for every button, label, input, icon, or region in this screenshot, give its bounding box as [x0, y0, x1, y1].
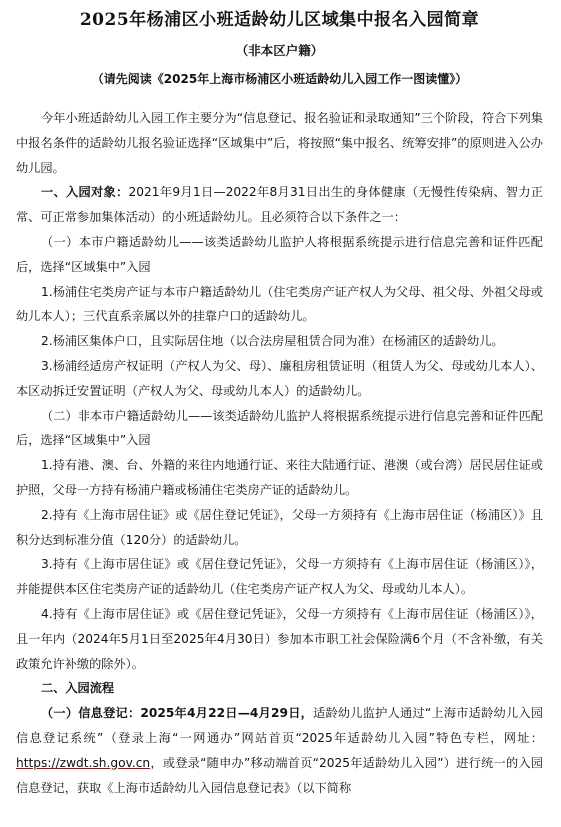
category-2-item: 2.持有《上海市居住证》或《居住登记凭证》，父母一方须持有《上海市居住证（杨浦区）》且积分达到标准分值（120分）的适龄幼儿。 [16, 507, 543, 547]
step-1-label: （一）信息登记：2025年4月22日—4月29日， [41, 706, 314, 721]
category-2-item: 3.持有《上海市居住证》或《居住登记凭证》，父母一方须持有《上海市居住证（杨浦区）》，并能提供本区住宅类房产证的适龄幼儿（住宅类房产证产权人为父、母或幼儿本人）。 [16, 557, 543, 597]
step-1-paragraph [16, 701, 543, 800]
section-2-heading: 二、入园流程 [41, 681, 115, 696]
category-2-item: 1.持有港、澳、台、外籍的来往内地通行证、来往大陆通行证、港澳（或台湾）居民居住证或护照，父母一方持有杨浦户籍或杨浦住宅类房产证的适龄幼儿。 [16, 458, 543, 497]
page-title: 2025年杨浦区小班适龄幼儿区域集中报名入园简章 [79, 10, 480, 30]
page-subtitle: （非本区户籍） [235, 43, 324, 58]
intro-paragraph: 今年小班适龄幼儿入园工作主要分为“信息登记、报名验证和录取通知”三个阶段，符合下列集中报名条件的适龄幼儿报名验证选择“区域集中”后，将按照“集中报名、统筹安排”的原则进入公办幼儿园。 [16, 111, 543, 175]
website-link[interactable]: https://zwdt.sh.gov.cn [16, 755, 151, 770]
document-page [0, 8, 561, 827]
category-1-item: 2.杨浦区集体户口，且实际居住地（以合法房屋租赁合同为准）在杨浦区的适龄幼儿。 [41, 334, 504, 349]
step-1-text-b: ，或登录“随申办”移动端首页“2025年适龄幼儿入园”）进行统一的入园信息登记，获取《上海市适龄幼儿入园信息登记表》（以下简称 [16, 755, 543, 795]
category-1-paragraph: （一）本市户籍适龄幼儿——该类适龄幼儿监护人将根据系统提示进行信息完善和证件匹配后，选择“区域集中”入园 [16, 234, 543, 274]
category-1-item: 1.杨浦住宅类房产证与本市户籍适龄幼儿（住宅类房产证产权人为父母、祖父母、外祖父母或幼儿本人）；三代直系亲属以外的挂靠户口的适龄幼儿。 [16, 284, 543, 324]
reading-note: （请先阅读《2025年上海市杨浦区小班适龄幼儿入园工作一图读懂》） [91, 72, 468, 86]
category-1-item: 3.杨浦经适房产权证明（产权人为父、母）、廉租房租赁证明（租赁人为父、母或幼儿本人）、本区动拆迁安置证明（产权人为父、母或幼儿本人）的适龄幼儿。 [16, 358, 543, 398]
section-1-text: 2021年9月1日—2022年8月31日出生的身体健康（无慢性传染病、智力正常、可正常参加集体活动）的小班适龄幼儿。且必须符合以下条件之一： [16, 185, 544, 225]
section-1-heading: 一、入园对象： [41, 185, 129, 200]
category-2-paragraph: （二）非本市户籍适龄幼儿——该类适龄幼儿监护人将根据系统提示进行信息完善和证件匹配后，选择“区域集中”入园 [16, 408, 543, 448]
section-1-paragraph [16, 180, 543, 230]
step-1-text-a: 适龄幼儿监护人通过“上海市适龄幼儿入园信息登记系统”（登录上海“一网通办”网站首页“2025年适龄幼儿入园”特色专栏，网址： [16, 706, 543, 745]
category-2-item: 4.持有《上海市居住证》或《居住登记凭证》，父母一方须持有《上海市居住证（杨浦区）》，且一年内（2024年5月1日至2025年4月30日）参加本市职工社会保险满6个月（不含补缴，有关政策允许补缴的除外）。 [16, 606, 543, 671]
document-body [16, 106, 543, 800]
